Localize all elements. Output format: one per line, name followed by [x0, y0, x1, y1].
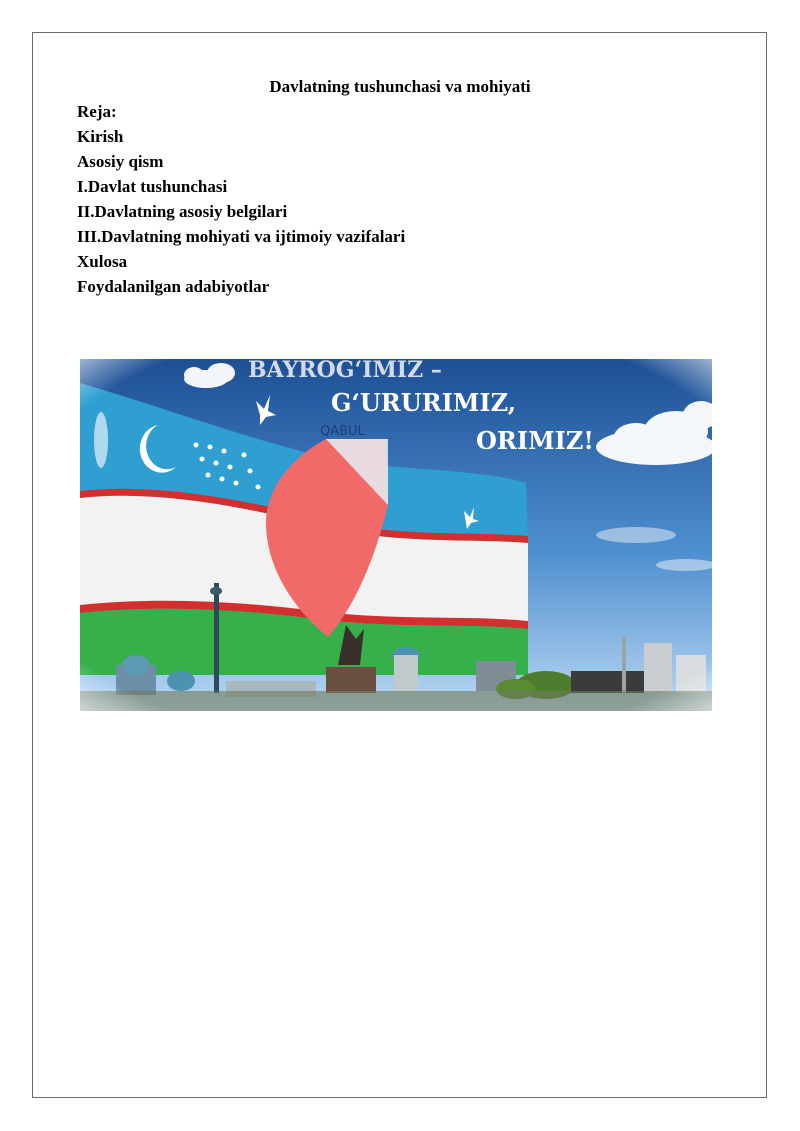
- outline-item-section-1: I.Davlat tushunchasi: [77, 177, 228, 196]
- outline-list: [77, 99, 405, 299]
- outline-item-section-3: III.Davlatning mohiyati va ijtimoiy vazifalari: [77, 227, 406, 246]
- outline-item-main-part: Asosiy qism: [77, 152, 164, 171]
- outline-item-section-2: II.Davlatning asosiy belgilari: [77, 202, 288, 221]
- outline-item-introduction: Kirish: [77, 127, 124, 146]
- document-title: Davlatning tushunchasi va mohiyati: [269, 77, 531, 96]
- flag-poster-image: [76, 355, 716, 715]
- outline-item-conclusion: Xulosa: [77, 252, 128, 271]
- outline-heading: Reja:: [77, 102, 117, 121]
- outline-item-references: Foydalanilgan adabiyotlar: [77, 277, 270, 296]
